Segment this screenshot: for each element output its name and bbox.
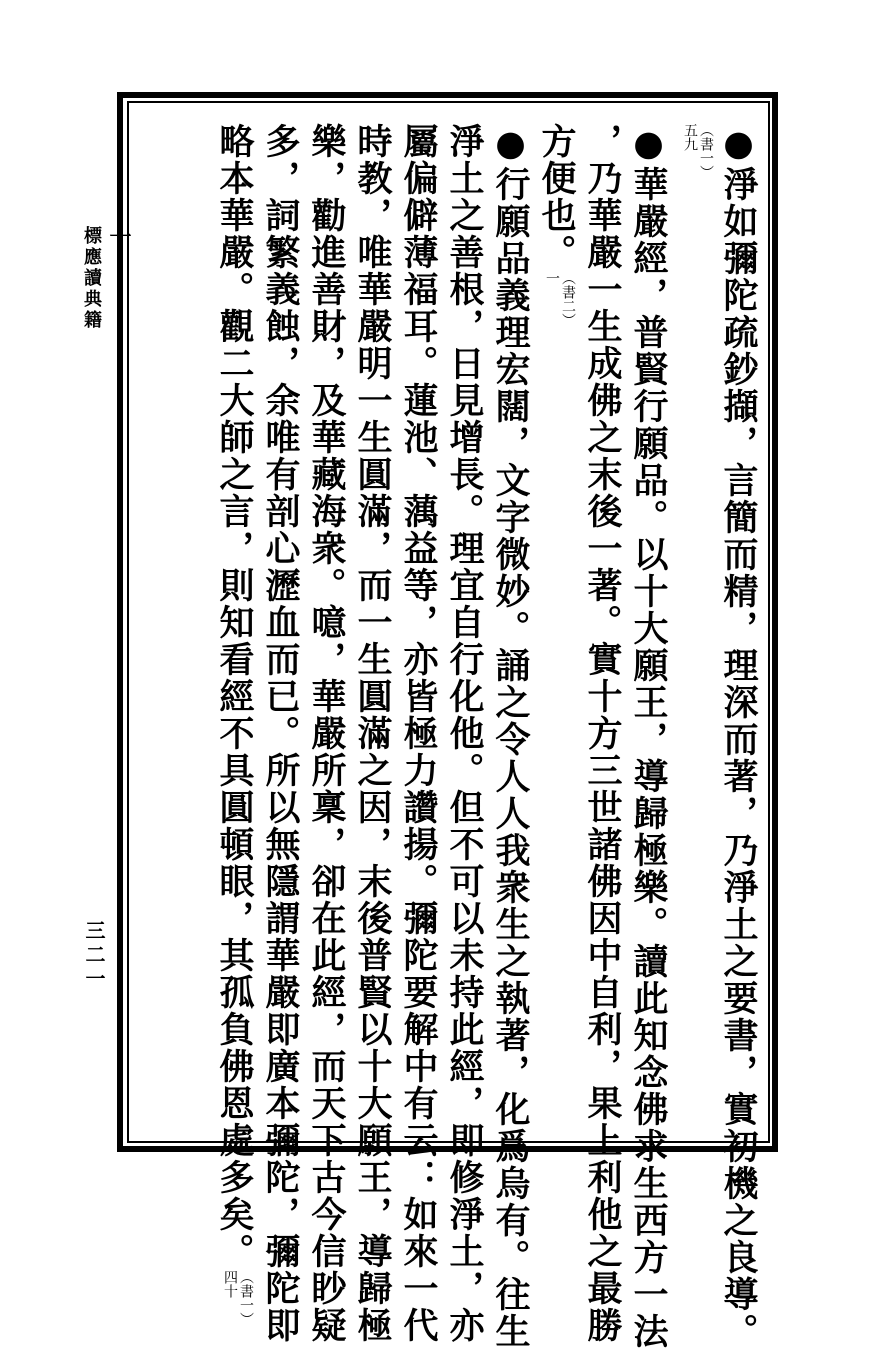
text-column-8: 屬偏僻薄福耳。蓮池、蕅益等，亦皆極力讚揚。彌陀要解中有云：如來一代 xyxy=(398,123,439,1344)
text-column-10: 樂，勸進善財，及華藏海衆。噫，華嚴所稟，卻在此經，而天下古今信眇疑 xyxy=(306,123,347,1344)
annotation-note: （書二） 一 xyxy=(544,271,576,327)
chapter-number: 十 xyxy=(106,226,132,251)
text-column-4: ，乃華嚴一生成佛之末後一著。實十方三世諸佛因中自利，果上利他之最勝 xyxy=(582,123,623,1344)
text-column-2 xyxy=(674,123,714,201)
text-column-6: ●行願品義理宏闊，文字微妙。誦之令人人我衆生之執著，化爲烏有。往生 xyxy=(490,123,531,1350)
text-column-1: ●淨如彌陀疏鈔擷，言簡而精，理深而著，乃淨土之要書，實初機之良導。 xyxy=(718,123,759,1350)
text-column-5: 方便也。 （書二） 一 xyxy=(536,123,576,349)
text-column-3: ●華嚴經，普賢行願品。以十大願王，導歸極樂。讀此知念佛求生西方一法 xyxy=(628,123,669,1350)
book-title: 標應讀典籍 xyxy=(81,226,102,331)
text-column-11: 多，詞繁義蝕，余唯有剖心瀝血而已。所以無隱謂華嚴即廣本彌陀，彌陀即 xyxy=(260,123,301,1344)
annotation-note: （書一） 四十 xyxy=(222,1270,254,1326)
annotation-note: （書一） 五九 xyxy=(682,123,714,179)
text-column-7: 淨土之善根，日見增長。理宜自行化他。但不可以未持此經，即修淨土，亦 xyxy=(444,123,485,1344)
running-header xyxy=(78,226,135,331)
page-number: 三二一 xyxy=(82,920,106,992)
text-column-9: 時教，唯華嚴明一生圓滿，而一生圓滿之因，末後普賢以十大願王，導歸極 xyxy=(352,123,393,1344)
text-column-12: 略本華嚴。觀二大師之言，則知看經不具圓頓眼，其孤負佛恩處多矣。 （書一） 四十 xyxy=(214,123,254,1348)
